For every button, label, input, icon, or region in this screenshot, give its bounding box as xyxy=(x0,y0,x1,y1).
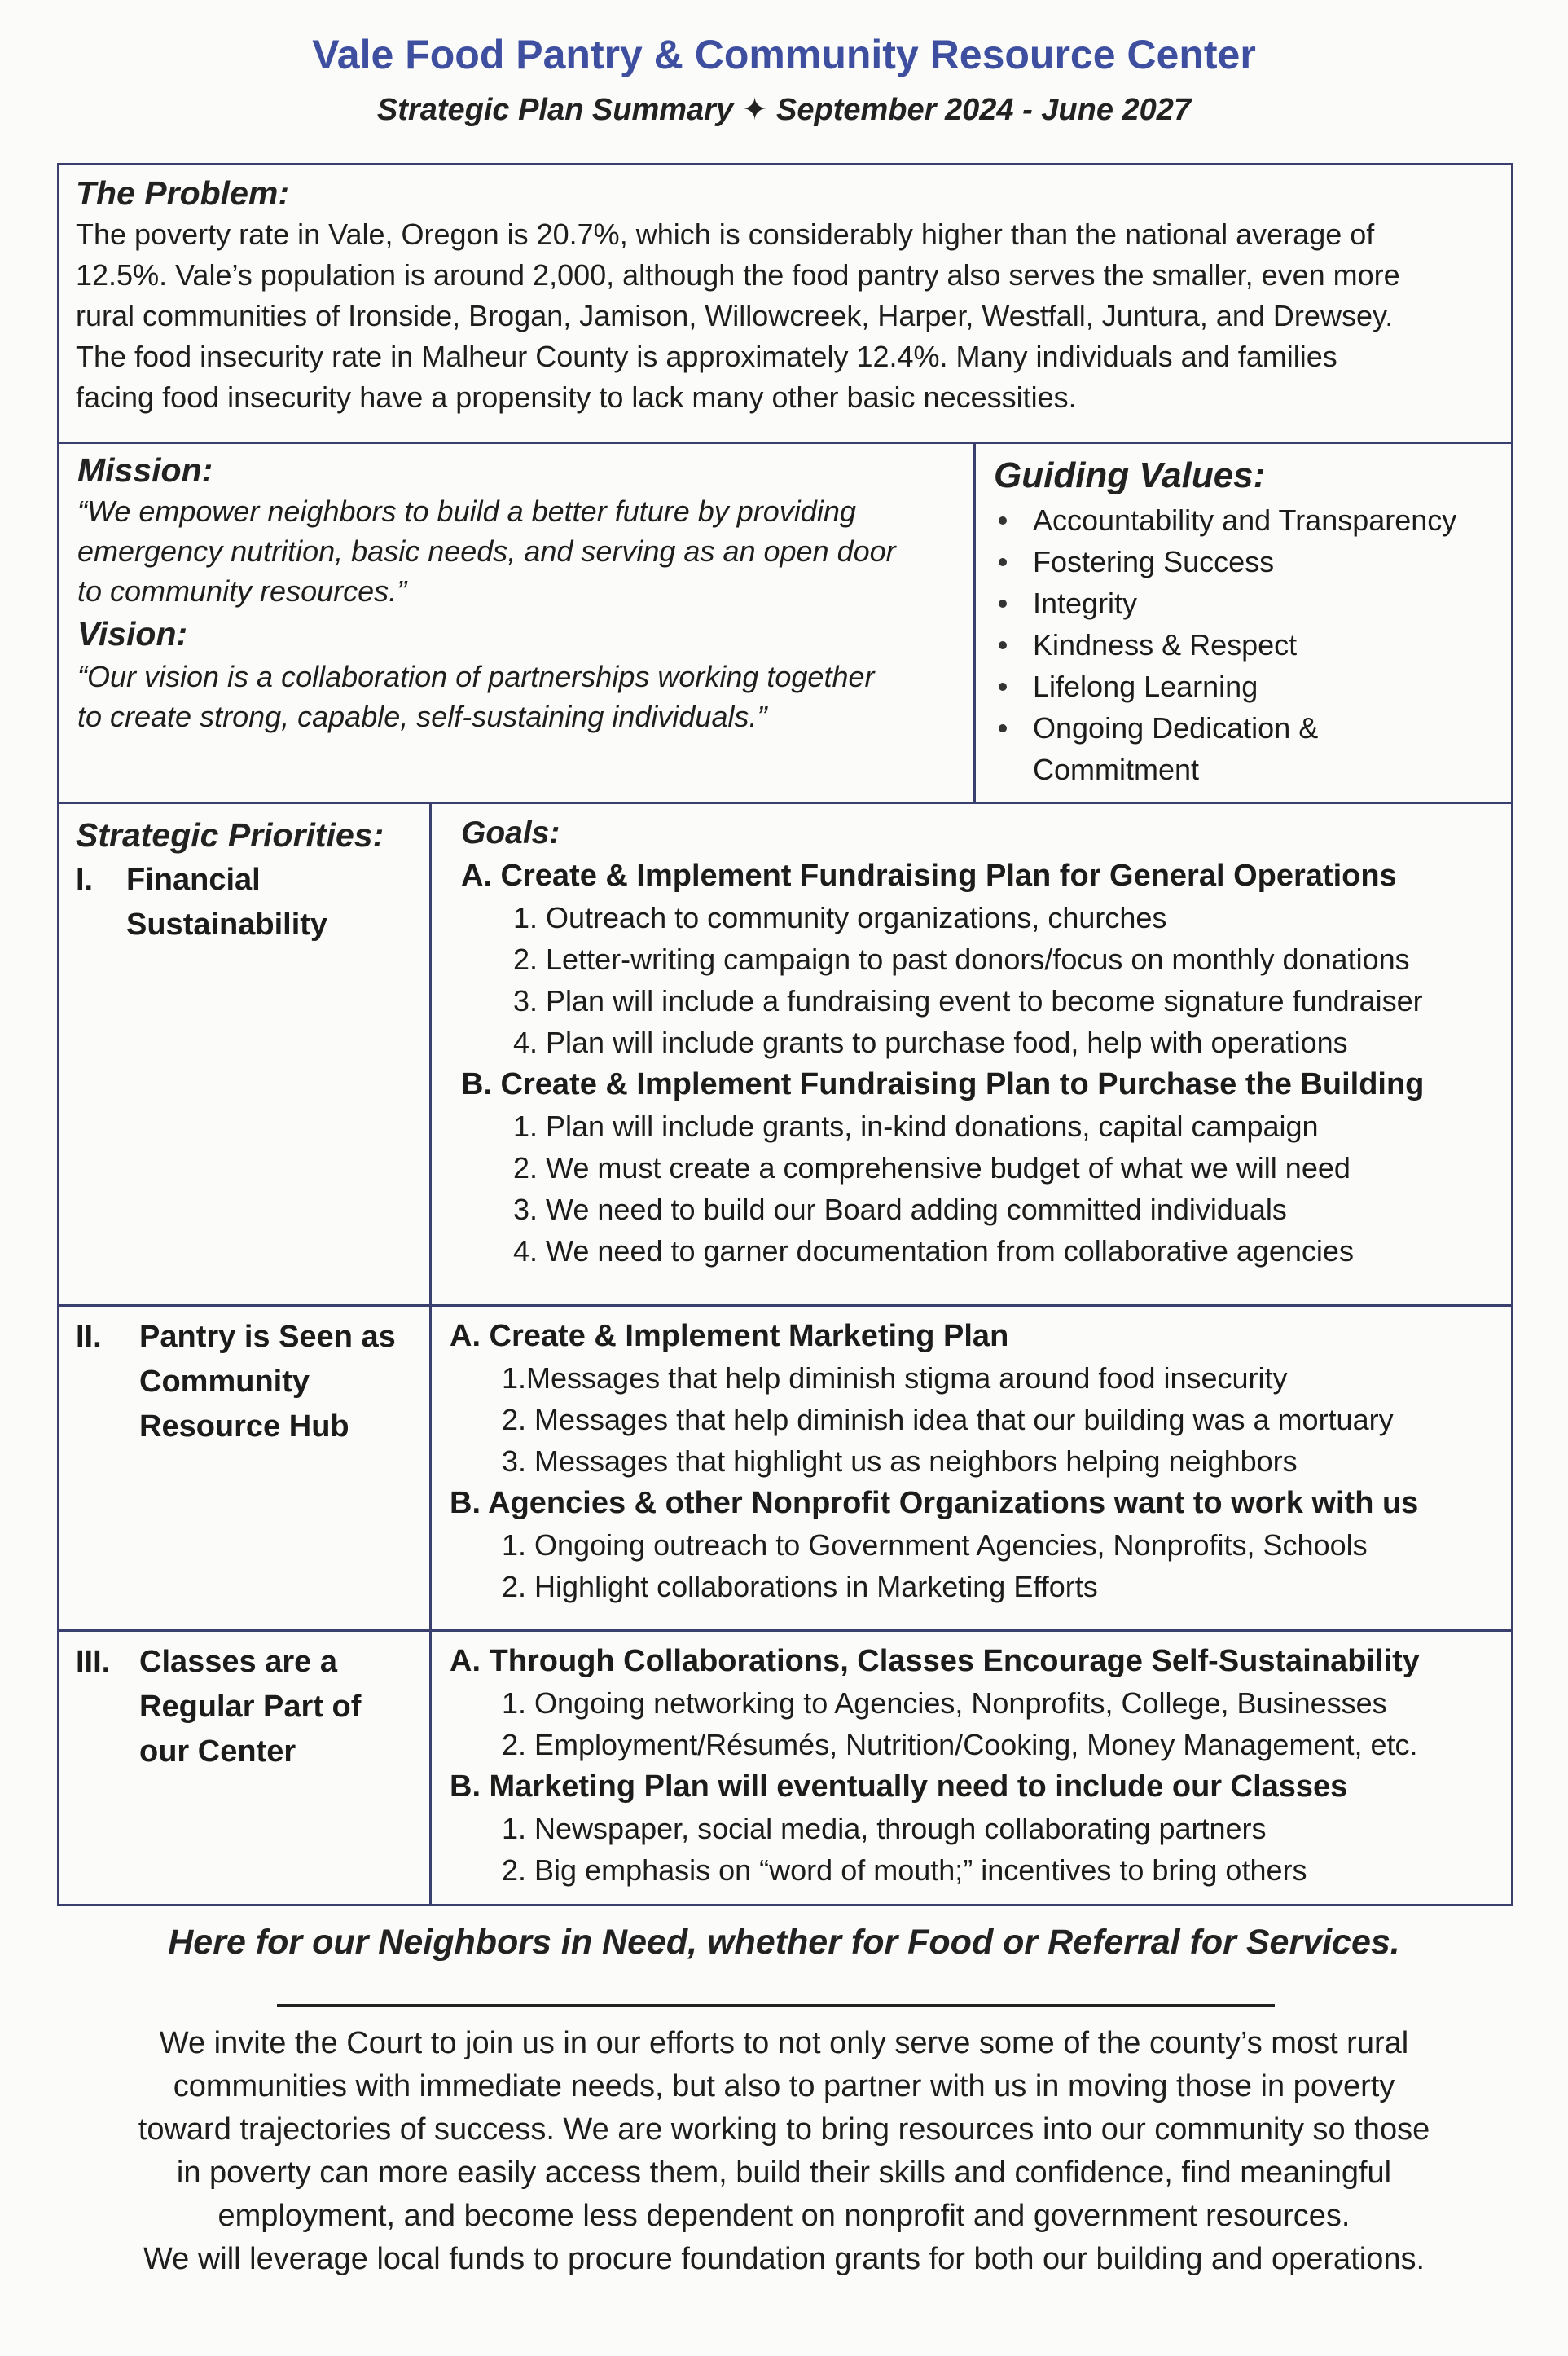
goal-item: 1. Newspaper, social media, through collaborating partners xyxy=(502,1812,1267,1845)
vision-statement xyxy=(77,657,965,736)
problem-line: rural communities of Ironside, Brogan, Jamison, Willowcreek, Harper, Westfall, Juntura, and Drewsey. xyxy=(76,299,1394,332)
priority-title xyxy=(139,1315,396,1449)
priority-3 xyxy=(76,1640,429,1774)
value-item: Integrity xyxy=(994,582,1503,624)
goal-item: 3. We need to build our Board adding committed individuals xyxy=(513,1193,1287,1226)
priority-2 xyxy=(76,1315,429,1449)
document-subtitle: Strategic Plan Summary ✦ September 2024 - June 2027 xyxy=(376,93,1192,127)
goal-item: 3. Messages that highlight us as neighbors helping neighbors xyxy=(502,1444,1298,1478)
closing-statement xyxy=(33,2022,1535,2281)
goals-1-cell xyxy=(429,802,1513,1307)
vision-heading: Vision: xyxy=(77,615,188,653)
goal-title: A. Create & Implement Marketing Plan xyxy=(450,1319,1009,1353)
mission-statement xyxy=(77,491,965,611)
value-item: Accountability and Transparency xyxy=(994,499,1503,541)
closing-line: We invite the Court to join us in our efforts to not only serve some of the county’s most rural xyxy=(159,2026,1409,2060)
priority-2-cell xyxy=(57,1304,432,1632)
closing-line: employment, and become less dependent on nonprofit and government resources. xyxy=(217,2199,1351,2233)
priority-title xyxy=(139,1640,361,1774)
problem-line: The food insecurity rate in Malheur County is approximately 12.4%. Many individuals and families xyxy=(76,340,1337,373)
goal-item: 2. Employment/Résumés, Nutrition/Cooking, Money Management, etc. xyxy=(502,1728,1418,1761)
vision-line: “Our vision is a collaboration of partnerships working together xyxy=(77,660,875,693)
priority-1 xyxy=(76,858,429,947)
closing-line: toward trajectories of success. We are working to bring resources into our community so those xyxy=(138,2112,1430,2147)
priority-title-line: Financial xyxy=(126,863,261,897)
goal-item: 2. Letter-writing campaign to past donors/focus on monthly donations xyxy=(513,943,1410,976)
goals-2-cell xyxy=(429,1304,1513,1632)
goal-title: B. Create & Implement Fundraising Plan to Purchase the Building xyxy=(461,1067,1425,1101)
guiding-values-section xyxy=(973,442,1513,804)
goal-item: 2. Highlight collaborations in Marketing Efforts xyxy=(502,1570,1098,1603)
value-item: Lifelong Learning xyxy=(994,666,1503,707)
mission-heading: Mission: xyxy=(77,451,213,489)
goal-title: B. Agencies & other Nonprofit Organizations want to work with us xyxy=(450,1486,1419,1520)
problem-line: facing food insecurity have a propensity to lack many other basic necessities. xyxy=(76,380,1077,414)
goal-item: 2. Messages that help diminish idea that our building was a mortuary xyxy=(502,1403,1394,1436)
document-title: Vale Food Pantry & Community Resource Center xyxy=(312,32,1256,77)
problem-line: 12.5%. Vale’s population is around 2,000, although the food pantry also serves the smaller, even more xyxy=(76,258,1400,292)
guiding-values-list xyxy=(994,499,1503,790)
goals-3-cell xyxy=(429,1629,1513,1906)
value-item: Kindness & Respect xyxy=(994,624,1503,666)
value-item-continuation: Commitment xyxy=(1033,753,1200,786)
goal-title: A. Through Collaborations, Classes Encourage Self-Sustainability xyxy=(450,1644,1420,1678)
priority-title-line: Classes are a xyxy=(139,1645,337,1679)
goal-item: 1. Outreach to community organizations, churches xyxy=(513,901,1167,934)
closing-line: We will leverage local funds to procure foundation grants for both our building and operations. xyxy=(143,2242,1425,2276)
problem-line: The poverty rate in Vale, Oregon is 20.7%, which is considerably higher than the national average of xyxy=(76,218,1375,251)
guiding-values-heading: Guiding Values: xyxy=(994,455,1266,495)
priority-title-line: Pantry is Seen as xyxy=(139,1320,396,1354)
priority-number: I. xyxy=(76,863,94,897)
problem-heading: The Problem: xyxy=(76,174,289,212)
goal-item: 1.Messages that help diminish stigma around food insecurity xyxy=(502,1361,1288,1395)
value-item: Ongoing Dedication & xyxy=(994,707,1503,749)
priority-title-line: our Center xyxy=(139,1734,296,1769)
goal-item: 1. Plan will include grants, in-kind donations, capital campaign xyxy=(513,1110,1319,1143)
goal-title: B. Marketing Plan will eventually need to include our Classes xyxy=(450,1769,1348,1804)
mission-line: emergency nutrition, basic needs, and serving as an open door xyxy=(77,534,896,568)
value-item: Fostering Success xyxy=(994,541,1503,582)
goal-item: 2. We must create a comprehensive budget of what we will need xyxy=(513,1151,1351,1185)
mission-vision-section xyxy=(57,442,976,804)
priority-1-cell xyxy=(57,802,432,1307)
closing-line: in poverty can more easily access them, build their skills and confidence, find meaningful xyxy=(176,2156,1392,2190)
divider xyxy=(277,2004,1275,2007)
goals-heading: Goals: xyxy=(461,815,560,851)
mission-line: “We empower neighbors to build a better future by providing xyxy=(77,494,856,528)
priority-3-cell xyxy=(57,1629,432,1906)
priority-number: III. xyxy=(76,1645,111,1679)
goal-item: 2. Big emphasis on “word of mouth;” incentives to bring others xyxy=(502,1853,1307,1887)
goal-title: A. Create & Implement Fundraising Plan for General Operations xyxy=(461,859,1397,893)
priority-title-line: Resource Hub xyxy=(139,1409,349,1444)
problem-text xyxy=(76,214,1496,418)
goal-item: 1. Ongoing networking to Agencies, Nonprofits, College, Businesses xyxy=(502,1686,1387,1720)
priorities-heading: Strategic Priorities: xyxy=(76,816,384,854)
priority-title-line: Sustainability xyxy=(126,908,328,942)
mission-line: to community resources.” xyxy=(77,574,407,608)
vision-line: to create strong, capable, self-sustaining individuals.” xyxy=(77,700,767,733)
priority-title xyxy=(126,858,327,947)
goal-item: 4. Plan will include grants to purchase food, help with operations xyxy=(513,1026,1348,1059)
priority-title-line: Regular Part of xyxy=(139,1690,362,1724)
goal-item: 4. We need to garner documentation from collaborative agencies xyxy=(513,1234,1354,1268)
priority-number: II. xyxy=(76,1320,102,1354)
tagline: Here for our Neighbors in Need, whether for Food or Referral for Services. xyxy=(168,1923,1400,1962)
problem-section xyxy=(57,163,1513,444)
priority-title-line: Community xyxy=(139,1365,310,1399)
goal-item: 3. Plan will include a fundraising event to become signature fundraiser xyxy=(513,984,1423,1018)
closing-line: communities with immediate needs, but also to partner with us in moving those in poverty xyxy=(173,2069,1395,2103)
goal-item: 1. Ongoing outreach to Government Agencies, Nonprofits, Schools xyxy=(502,1528,1368,1562)
